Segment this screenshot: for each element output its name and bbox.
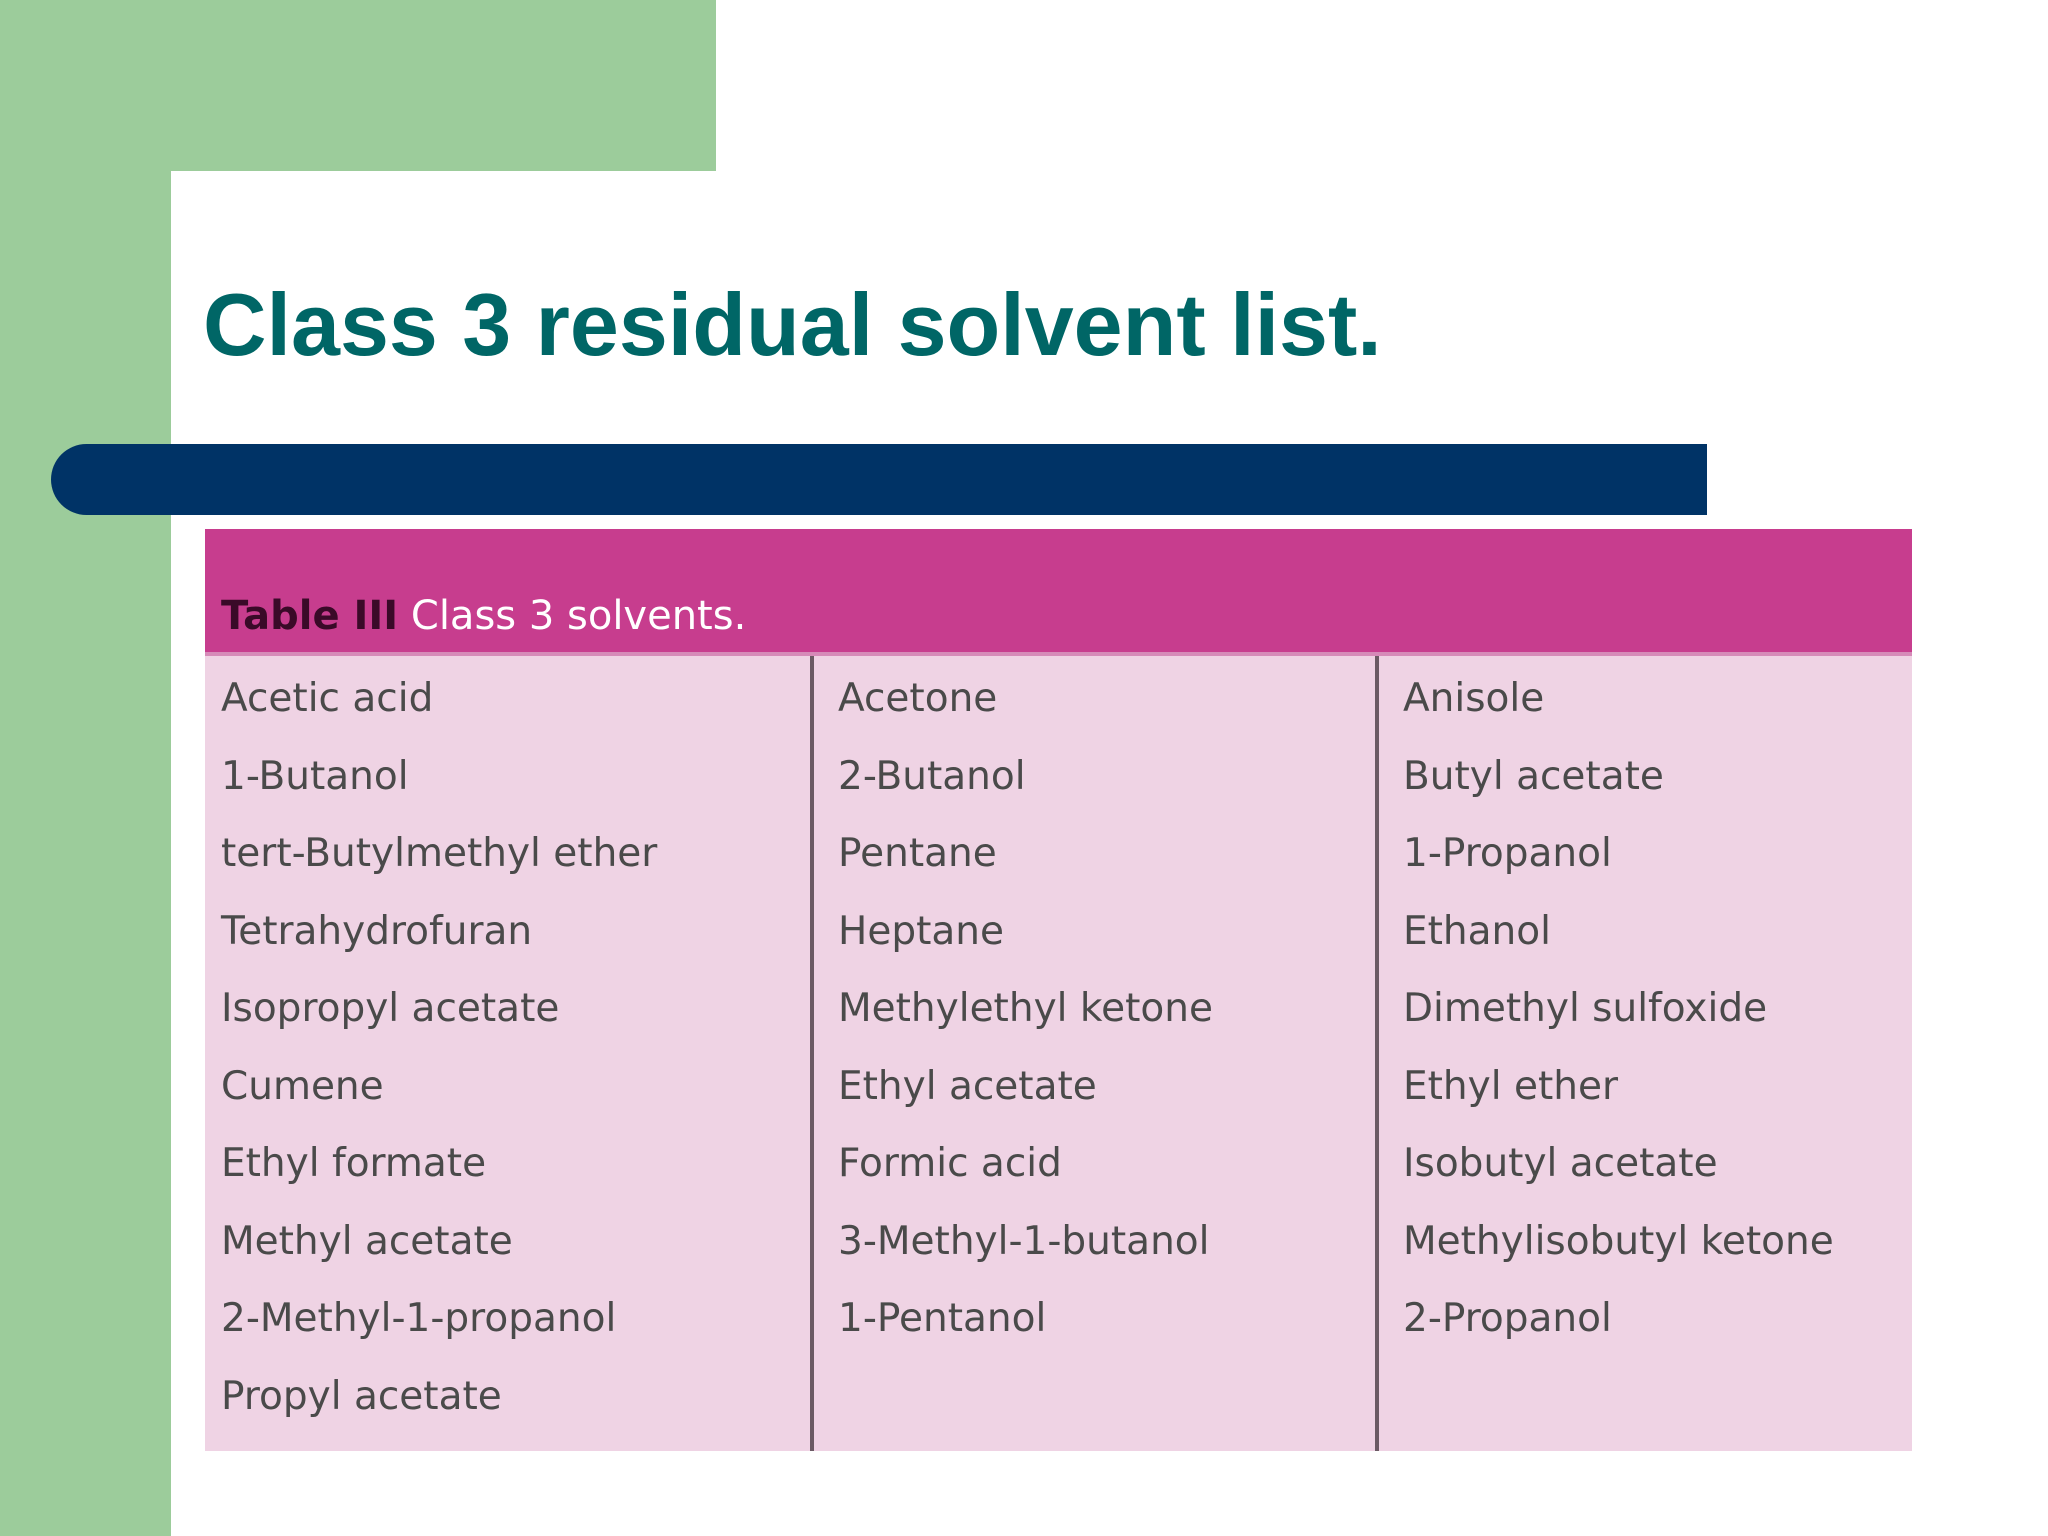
solvent-item: Isopropyl acetate [221,986,560,1031]
solvent-item: Pentane [838,831,997,876]
solvent-item: Formic acid [838,1141,1062,1186]
table-header [205,529,1912,656]
solvent-item: Methylisobutyl ketone [1403,1218,1834,1264]
table-column-1 [221,656,657,1435]
solvent-item: 3-Methyl-1-butanol [838,1218,1210,1264]
column-divider [1375,656,1379,1451]
table-caption-text: Class 3 solvents. [398,593,747,639]
solvent-item: Methylethyl ketone [838,986,1213,1031]
solvent-item: tert-Butylmethyl ether [221,831,658,876]
green-top-accent [0,0,716,171]
solvent-table-figure [205,529,1912,1451]
solvent-item: 1-Propanol [1403,831,1612,876]
table-column-2 [838,656,1213,1358]
solvent-item: Propyl acetate [221,1373,502,1419]
solvent-item: 2-Propanol [1403,1296,1612,1341]
solvent-item: 1-Pentanol [838,1296,1047,1341]
solvent-item: Heptane [838,908,1004,954]
column-divider [810,656,814,1451]
solvent-item: Ethyl acetate [838,1063,1097,1109]
solvent-item: Ethanol [1403,908,1551,954]
solvent-item: 2-Butanol [838,753,1026,799]
table-caption-label: Table III [221,593,399,639]
solvent-item: Dimethyl sulfoxide [1403,986,1768,1031]
slide-title: Class 3 residual solvent list. [203,275,1382,374]
solvent-item: Methyl acetate [221,1218,513,1264]
solvent-item: 2-Methyl-1-propanol [221,1296,617,1341]
solvent-item: Cumene [221,1063,384,1109]
solvent-item: Acetone [838,676,998,721]
solvent-item: Anisole [1403,676,1545,721]
solvent-item: Butyl acetate [1403,753,1664,799]
solvent-item: 1-Butanol [221,753,409,799]
solvent-item: Ethyl formate [221,1141,487,1186]
solvent-item: Tetrahydrofuran [221,908,533,954]
table-caption [221,591,746,641]
solvent-item: Isobutyl acetate [1403,1141,1718,1186]
green-sidebar-accent [0,0,171,1536]
solvent-item: Ethyl ether [1403,1063,1618,1109]
table-column-3 [1403,656,1834,1358]
title-underline-bar [51,444,1707,515]
solvent-item: Acetic acid [221,676,434,721]
